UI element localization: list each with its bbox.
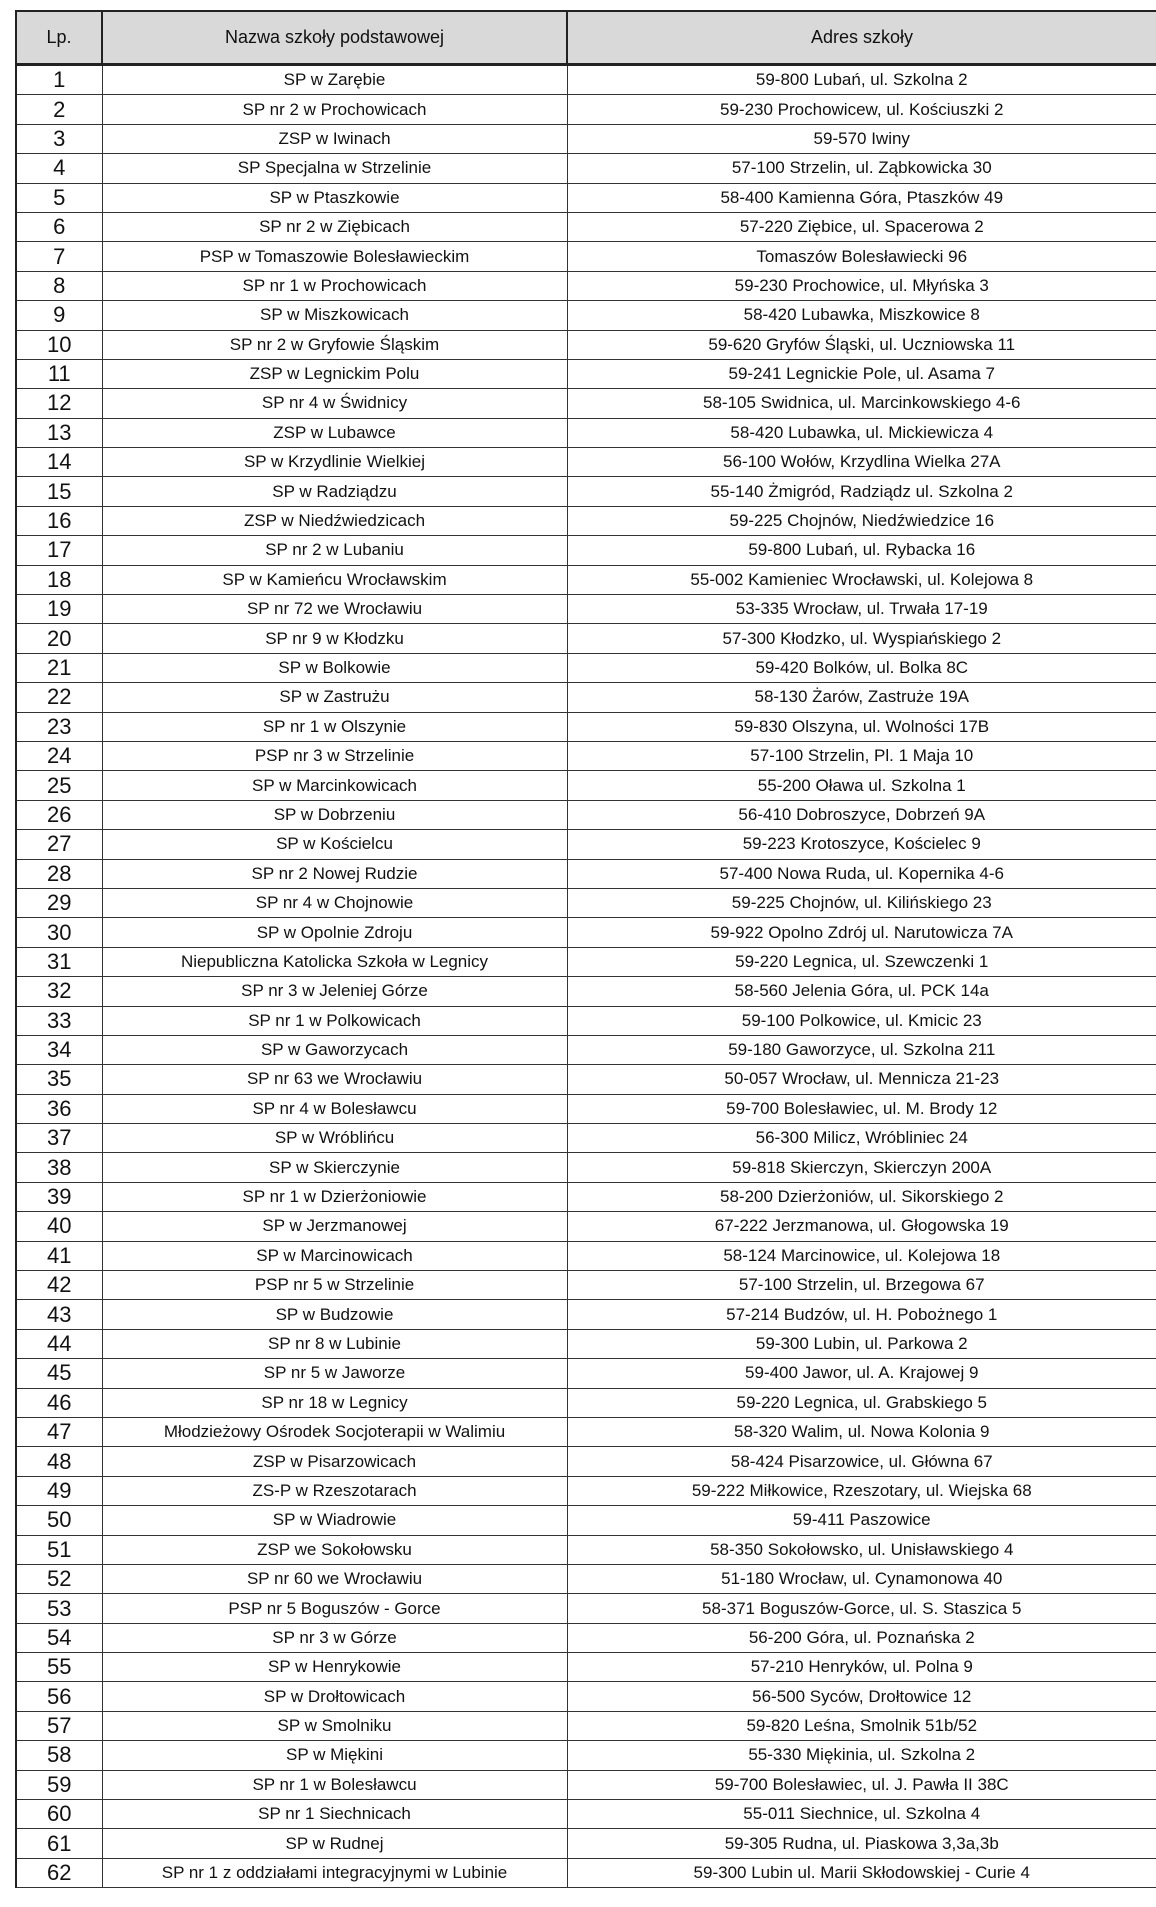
table-row [16, 712, 1156, 741]
row-lp: 3 [16, 124, 102, 153]
row-school-name: PSP nr 3 w Strzelinie [102, 741, 567, 770]
row-school-name: PSP nr 5 w Strzelinie [102, 1271, 567, 1300]
row-school-address: 59-180 Gaworzyce, ul. Szkolna 211 [567, 1035, 1156, 1064]
row-school-name: SP nr 1 w Prochowicach [102, 271, 567, 300]
table-row [16, 1388, 1156, 1417]
table-row [16, 1800, 1156, 1829]
table-row [16, 741, 1156, 770]
row-school-address: 58-350 Sokołowsko, ul. Unisławskiego 4 [567, 1535, 1156, 1564]
row-lp: 8 [16, 271, 102, 300]
row-school-name: SP w Miękini [102, 1741, 567, 1770]
row-lp: 33 [16, 1006, 102, 1035]
table-row [16, 595, 1156, 624]
row-school-address: 59-241 Legnickie Pole, ul. Asama 7 [567, 359, 1156, 388]
row-lp: 9 [16, 301, 102, 330]
row-school-address: 59-700 Bolesławiec, ul. M. Brody 12 [567, 1094, 1156, 1123]
row-school-address: 59-220 Legnica, ul. Szewczenki 1 [567, 947, 1156, 976]
row-school-name: ZSP w Iwinach [102, 124, 567, 153]
row-lp: 12 [16, 389, 102, 418]
row-school-name: SP nr 1 z oddziałami integracyjnymi w Lubinie [102, 1858, 567, 1887]
row-school-address: 56-100 Wołów, Krzydlina Wielka 27A [567, 448, 1156, 477]
row-school-name: ZSP we Sokołowsku [102, 1535, 567, 1564]
row-school-name: SP w Marcinowicach [102, 1241, 567, 1270]
row-school-name: SP w Henrykowie [102, 1653, 567, 1682]
row-school-name: SP w Zarębie [102, 65, 567, 95]
row-school-name: SP w Miszkowicach [102, 301, 567, 330]
row-lp: 35 [16, 1065, 102, 1094]
row-lp: 45 [16, 1359, 102, 1388]
row-school-address: 59-800 Lubań, ul. Rybacka 16 [567, 536, 1156, 565]
row-lp: 59 [16, 1770, 102, 1799]
row-lp: 47 [16, 1417, 102, 1446]
row-school-address: 57-100 Strzelin, ul. Ząbkowicka 30 [567, 154, 1156, 183]
table-row [16, 1535, 1156, 1564]
table-header [16, 11, 1156, 65]
row-school-name: SP w Opolnie Zdroju [102, 918, 567, 947]
row-lp: 22 [16, 683, 102, 712]
row-school-name: SP w Smolniku [102, 1711, 567, 1740]
table-row [16, 1329, 1156, 1358]
table-row [16, 1065, 1156, 1094]
table-row [16, 800, 1156, 829]
table-body [16, 65, 1156, 1888]
row-school-address: 57-100 Strzelin, Pl. 1 Maja 10 [567, 741, 1156, 770]
row-school-address: 50-057 Wrocław, ul. Mennicza 21-23 [567, 1065, 1156, 1094]
table-row [16, 1770, 1156, 1799]
table-row [16, 830, 1156, 859]
row-school-address: 56-410 Dobroszyce, Dobrzeń 9A [567, 800, 1156, 829]
row-school-name: SP nr 72 we Wrocławiu [102, 595, 567, 624]
table-row [16, 1359, 1156, 1388]
row-lp: 36 [16, 1094, 102, 1123]
row-school-address: 59-300 Lubin ul. Marii Skłodowskiej - Curie 4 [567, 1858, 1156, 1887]
row-school-name: SP nr 2 Nowej Rudzie [102, 859, 567, 888]
row-lp: 28 [16, 859, 102, 888]
row-school-name: SP nr 1 Siechnicach [102, 1800, 567, 1829]
row-school-name: PSP nr 5 Boguszów - Gorce [102, 1594, 567, 1623]
row-school-address: 57-220 Ziębice, ul. Spacerowa 2 [567, 212, 1156, 241]
row-lp: 29 [16, 888, 102, 917]
row-lp: 42 [16, 1271, 102, 1300]
row-school-address: 56-500 Syców, Drołtowice 12 [567, 1682, 1156, 1711]
row-school-name: SP w Marcinkowicach [102, 771, 567, 800]
row-school-name: SP w Krzydlinie Wielkiej [102, 448, 567, 477]
row-school-name: SP w Rudnej [102, 1829, 567, 1858]
table-row [16, 330, 1156, 359]
table-row [16, 683, 1156, 712]
row-lp: 26 [16, 800, 102, 829]
row-lp: 13 [16, 418, 102, 447]
row-school-address: Tomaszów Bolesławiecki 96 [567, 242, 1156, 271]
row-lp: 37 [16, 1124, 102, 1153]
table-row [16, 183, 1156, 212]
row-school-name: SP w Skierczynie [102, 1153, 567, 1182]
table-row [16, 154, 1156, 183]
row-school-name: ZS-P w Rzeszotarach [102, 1476, 567, 1505]
row-school-address: 59-570 Iwiny [567, 124, 1156, 153]
row-lp: 62 [16, 1858, 102, 1887]
table-row [16, 1564, 1156, 1593]
table-row [16, 947, 1156, 976]
table-row [16, 65, 1156, 95]
row-school-address: 59-420 Bolków, ul. Bolka 8C [567, 653, 1156, 682]
row-lp: 4 [16, 154, 102, 183]
row-lp: 6 [16, 212, 102, 241]
row-school-address: 58-424 Pisarzowice, ul. Główna 67 [567, 1447, 1156, 1476]
row-lp: 41 [16, 1241, 102, 1270]
row-school-name: ZSP w Legnickim Polu [102, 359, 567, 388]
row-school-address: 59-220 Legnica, ul. Grabskiego 5 [567, 1388, 1156, 1417]
table-row [16, 301, 1156, 330]
table-row [16, 888, 1156, 917]
row-lp: 15 [16, 477, 102, 506]
row-school-name: SP w Kamieńcu Wrocławskim [102, 565, 567, 594]
row-lp: 23 [16, 712, 102, 741]
table-row [16, 1182, 1156, 1211]
table-row [16, 271, 1156, 300]
row-school-address: 59-922 Opolno Zdrój ul. Narutowicza 7A [567, 918, 1156, 947]
schools-sheet [15, 10, 1156, 1888]
table-row [16, 1124, 1156, 1153]
row-school-address: 59-411 Paszowice [567, 1506, 1156, 1535]
row-school-address: 59-700 Bolesławiec, ul. J. Pawła II 38C [567, 1770, 1156, 1799]
row-school-name: SP nr 2 w Prochowicach [102, 95, 567, 124]
row-lp: 54 [16, 1623, 102, 1652]
row-school-address: 53-335 Wrocław, ul. Trwała 17-19 [567, 595, 1156, 624]
table-row [16, 124, 1156, 153]
row-school-name: SP w Wróblińcu [102, 1124, 567, 1153]
row-school-name: SP nr 9 w Kłodzku [102, 624, 567, 653]
row-lp: 24 [16, 741, 102, 770]
row-school-address: 58-420 Lubawka, ul. Mickiewicza 4 [567, 418, 1156, 447]
row-school-address: 59-222 Miłkowice, Rzeszotary, ul. Wiejska 68 [567, 1476, 1156, 1505]
header-lp: Lp. [16, 11, 102, 65]
row-lp: 53 [16, 1594, 102, 1623]
row-school-name: SP nr 18 w Legnicy [102, 1388, 567, 1417]
row-school-address: 56-300 Milicz, Wróbliniec 24 [567, 1124, 1156, 1153]
row-school-address: 59-818 Skierczyn, Skierczyn 200A [567, 1153, 1156, 1182]
row-lp: 46 [16, 1388, 102, 1417]
row-lp: 50 [16, 1506, 102, 1535]
table-row [16, 1006, 1156, 1035]
table-row [16, 859, 1156, 888]
table-row [16, 95, 1156, 124]
row-school-name: SP w Dobrzeniu [102, 800, 567, 829]
table-row [16, 1741, 1156, 1770]
table-row [16, 506, 1156, 535]
row-school-address: 57-300 Kłodzko, ul. Wyspiańskiego 2 [567, 624, 1156, 653]
row-school-name: ZSP w Lubawce [102, 418, 567, 447]
row-school-name: SP w Kościelcu [102, 830, 567, 859]
row-school-address: 59-100 Polkowice, ul. Kmicic 23 [567, 1006, 1156, 1035]
row-lp: 34 [16, 1035, 102, 1064]
row-lp: 10 [16, 330, 102, 359]
row-lp: 48 [16, 1447, 102, 1476]
row-school-address: 56-200 Góra, ul. Poznańska 2 [567, 1623, 1156, 1652]
row-school-address: 57-100 Strzelin, ul. Brzegowa 67 [567, 1271, 1156, 1300]
row-school-address: 51-180 Wrocław, ul. Cynamonowa 40 [567, 1564, 1156, 1593]
row-school-name: SP w Jerzmanowej [102, 1212, 567, 1241]
row-school-address: 55-200 Oława ul. Szkolna 1 [567, 771, 1156, 800]
table-row [16, 1271, 1156, 1300]
table-row [16, 536, 1156, 565]
row-school-address: 57-210 Henryków, ul. Polna 9 [567, 1653, 1156, 1682]
row-school-name: SP nr 1 w Dzierżoniowie [102, 1182, 567, 1211]
table-row [16, 448, 1156, 477]
row-school-name: SP nr 4 w Świdnicy [102, 389, 567, 418]
row-school-name: SP nr 1 w Polkowicach [102, 1006, 567, 1035]
table-row [16, 1153, 1156, 1182]
row-school-address: 59-225 Chojnów, Niedźwiedzice 16 [567, 506, 1156, 535]
row-lp: 58 [16, 1741, 102, 1770]
table-row [16, 565, 1156, 594]
table-row [16, 1447, 1156, 1476]
row-school-address: 55-140 Żmigród, Radziądz ul. Szkolna 2 [567, 477, 1156, 506]
table-row [16, 1594, 1156, 1623]
row-lp: 11 [16, 359, 102, 388]
row-lp: 16 [16, 506, 102, 535]
row-school-name: SP w Radziądzu [102, 477, 567, 506]
row-school-name: Młodzieżowy Ośrodek Socjoterapii w Walimiu [102, 1417, 567, 1446]
row-school-name: SP nr 4 w Bolesławcu [102, 1094, 567, 1123]
row-lp: 19 [16, 595, 102, 624]
table-row [16, 242, 1156, 271]
row-school-address: 59-230 Prochowicew, ul. Kościuszki 2 [567, 95, 1156, 124]
row-school-name: SP w Drołtowicach [102, 1682, 567, 1711]
row-lp: 52 [16, 1564, 102, 1593]
row-school-name: SP nr 1 w Bolesławcu [102, 1770, 567, 1799]
row-lp: 61 [16, 1829, 102, 1858]
row-school-address: 59-800 Lubań, ul. Szkolna 2 [567, 65, 1156, 95]
row-lp: 17 [16, 536, 102, 565]
row-school-name: SP nr 60 we Wrocławiu [102, 1564, 567, 1593]
row-school-name: SP Specjalna w Strzelinie [102, 154, 567, 183]
table-row [16, 477, 1156, 506]
row-school-address: 59-820 Leśna, Smolnik 51b/52 [567, 1711, 1156, 1740]
row-lp: 40 [16, 1212, 102, 1241]
row-school-name: SP w Gaworzycach [102, 1035, 567, 1064]
row-school-name: SP w Bolkowie [102, 653, 567, 682]
row-school-name: SP nr 2 w Lubaniu [102, 536, 567, 565]
row-school-name: ZSP w Pisarzowicach [102, 1447, 567, 1476]
table-row [16, 653, 1156, 682]
row-school-address: 58-105 Swidnica, ul. Marcinkowskiego 4-6 [567, 389, 1156, 418]
row-school-address: 59-225 Chojnów, ul. Kilińskiego 23 [567, 888, 1156, 917]
row-school-address: 58-560 Jelenia Góra, ul. PCK 14a [567, 977, 1156, 1006]
row-lp: 14 [16, 448, 102, 477]
row-school-address: 55-330 Miękinia, ul. Szkolna 2 [567, 1741, 1156, 1770]
table-row [16, 977, 1156, 1006]
table-row [16, 1241, 1156, 1270]
table-row [16, 918, 1156, 947]
header-row [16, 11, 1156, 65]
row-school-address: 58-420 Lubawka, Miszkowice 8 [567, 301, 1156, 330]
row-school-address: 59-223 Krotoszyce, Kościelec 9 [567, 830, 1156, 859]
table-row [16, 212, 1156, 241]
row-school-name: SP nr 1 w Olszynie [102, 712, 567, 741]
row-school-name: SP nr 2 w Gryfowie Śląskim [102, 330, 567, 359]
row-school-name: SP nr 3 w Jeleniej Górze [102, 977, 567, 1006]
row-school-name: ZSP w Niedźwiedzicach [102, 506, 567, 535]
table-row [16, 389, 1156, 418]
table-row [16, 771, 1156, 800]
row-school-address: 58-320 Walim, ul. Nowa Kolonia 9 [567, 1417, 1156, 1446]
row-school-address: 58-200 Dzierżoniów, ul. Sikorskiego 2 [567, 1182, 1156, 1211]
row-lp: 60 [16, 1800, 102, 1829]
table-row [16, 1711, 1156, 1740]
row-school-address: 55-002 Kamieniec Wrocławski, ul. Kolejowa 8 [567, 565, 1156, 594]
row-lp: 32 [16, 977, 102, 1006]
row-school-name: SP nr 4 w Chojnowie [102, 888, 567, 917]
row-lp: 20 [16, 624, 102, 653]
table-row [16, 1094, 1156, 1123]
schools-table [15, 10, 1156, 1888]
row-lp: 56 [16, 1682, 102, 1711]
row-school-name: SP nr 5 w Jaworze [102, 1359, 567, 1388]
row-lp: 1 [16, 65, 102, 95]
row-school-address: 59-305 Rudna, ul. Piaskowa 3,3a,3b [567, 1829, 1156, 1858]
table-row [16, 1682, 1156, 1711]
row-school-address: 59-300 Lubin, ul. Parkowa 2 [567, 1329, 1156, 1358]
row-lp: 21 [16, 653, 102, 682]
table-row [16, 1623, 1156, 1652]
row-school-address: 58-400 Kamienna Góra, Ptaszków 49 [567, 183, 1156, 212]
row-school-name: SP nr 3 w Górze [102, 1623, 567, 1652]
table-row [16, 1829, 1156, 1858]
row-lp: 31 [16, 947, 102, 976]
row-lp: 27 [16, 830, 102, 859]
row-school-name: SP w Budzowie [102, 1300, 567, 1329]
row-lp: 25 [16, 771, 102, 800]
row-school-name: SP w Wiadrowie [102, 1506, 567, 1535]
row-school-name: Niepubliczna Katolicka Szkoła w Legnicy [102, 947, 567, 976]
table-row [16, 359, 1156, 388]
row-school-address: 55-011 Siechnice, ul. Szkolna 4 [567, 1800, 1156, 1829]
table-row [16, 1035, 1156, 1064]
row-lp: 57 [16, 1711, 102, 1740]
row-lp: 30 [16, 918, 102, 947]
row-school-address: 58-130 Żarów, Zastruże 19A [567, 683, 1156, 712]
row-school-name: SP nr 8 w Lubinie [102, 1329, 567, 1358]
table-row [16, 1858, 1156, 1887]
row-school-name: PSP w Tomaszowie Bolesławieckim [102, 242, 567, 271]
table-row [16, 1212, 1156, 1241]
row-school-address: 59-830 Olszyna, ul. Wolności 17B [567, 712, 1156, 741]
row-lp: 55 [16, 1653, 102, 1682]
row-lp: 18 [16, 565, 102, 594]
row-school-name: SP nr 63 we Wrocławiu [102, 1065, 567, 1094]
table-row [16, 1506, 1156, 1535]
row-school-name: SP w Zastrużu [102, 683, 567, 712]
row-school-address: 59-400 Jawor, ul. A. Krajowej 9 [567, 1359, 1156, 1388]
row-school-address: 59-230 Prochowice, ul. Młyńska 3 [567, 271, 1156, 300]
header-school-name: Nazwa szkoły podstawowej [102, 11, 567, 65]
row-school-address: 57-214 Budzów, ul. H. Pobożnego 1 [567, 1300, 1156, 1329]
row-lp: 44 [16, 1329, 102, 1358]
table-row [16, 1417, 1156, 1446]
row-school-address: 67-222 Jerzmanowa, ul. Głogowska 19 [567, 1212, 1156, 1241]
row-school-name: SP w Ptaszkowie [102, 183, 567, 212]
row-lp: 38 [16, 1153, 102, 1182]
row-lp: 7 [16, 242, 102, 271]
header-school-address: Adres szkoły [567, 11, 1156, 65]
table-row [16, 1476, 1156, 1505]
row-school-address: 58-371 Boguszów-Gorce, ul. S. Staszica 5 [567, 1594, 1156, 1623]
row-lp: 39 [16, 1182, 102, 1211]
table-row [16, 1653, 1156, 1682]
row-school-name: SP nr 2 w Ziębicach [102, 212, 567, 241]
table-row [16, 1300, 1156, 1329]
row-school-address: 59-620 Gryfów Śląski, ul. Uczniowska 11 [567, 330, 1156, 359]
row-lp: 49 [16, 1476, 102, 1505]
row-school-address: 58-124 Marcinowice, ul. Kolejowa 18 [567, 1241, 1156, 1270]
row-lp: 2 [16, 95, 102, 124]
table-row [16, 624, 1156, 653]
row-lp: 51 [16, 1535, 102, 1564]
table-row [16, 418, 1156, 447]
row-lp: 43 [16, 1300, 102, 1329]
row-lp: 5 [16, 183, 102, 212]
row-school-address: 57-400 Nowa Ruda, ul. Kopernika 4-6 [567, 859, 1156, 888]
